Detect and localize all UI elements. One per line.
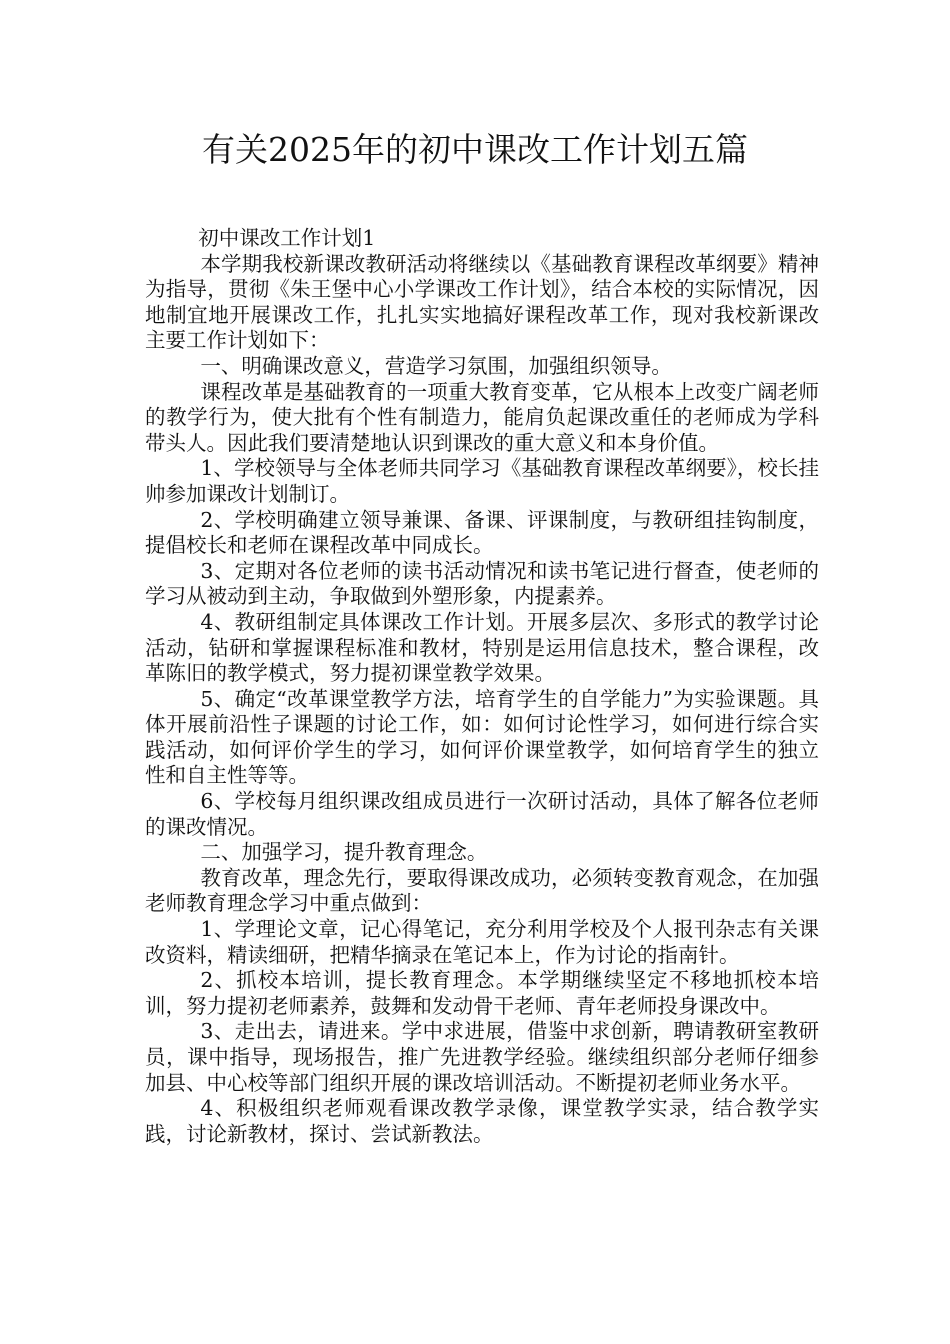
paragraph: 2、抓校本培训，提长教育理念。本学期继续坚定不移地抓校本培训，努力提初老师素养，鼓舞和发动骨干老师、青年老师投身课改中。 <box>145 968 819 1018</box>
document-title: 有关2025年的初中课改工作计划五篇 <box>202 130 748 169</box>
paragraph: 二、加强学习，提升教育理念。 <box>200 840 488 865</box>
paragraph: 1、学理论文章，记心得笔记，充分利用学校及个人报刊杂志有关课改资料，精读细研，把精华摘录在笔记本上，作为讨论的指南针。 <box>145 917 819 967</box>
paragraph: 3、走出去，请进来。学中求进展，借鉴中求创新，聘请教研室教研员，课中指导，现场报告，推广先进教学经验。继续组织部分老师仔细参加县、中心校等部门组织开展的课改培训活动。不断提初老师业务水平。 <box>145 1019 819 1095</box>
paragraph: 5、确定“改革课堂教学方法，培育学生的自学能力”为实验课题。具体开展前沿性子课题的讨论工作，如：如何讨论性学习，如何进行综合实践活动，如何评价学生的学习，如何评价课堂教学，如何培育学生的独立性和自主性等等。 <box>145 686 819 788</box>
paragraph: 3、定期对各位老师的读书活动情况和读书笔记进行督查，使老师的学习从被动到主动，争取做到外塑形象，内提素养。 <box>145 558 819 609</box>
section-heading: 初中课改工作计划1 <box>198 226 376 250</box>
paragraph: 2、学校明确建立领导兼课、备课、评课制度，与教研组挂钩制度，提倡校长和老师在课程改革中同成长。 <box>145 507 819 558</box>
paragraph: 4、教研组制定具体课改工作计划。开展多层次、多形式的教学讨论活动，钻研和掌握课程标准和教材，特别是运用信息技术，整合课程，改革陈旧的教学模式，努力提初课堂教学效果。 <box>145 609 819 686</box>
paragraph: 课程改革是基础教育的一项重大教育变革，它从根本上改变广阔老师的教学行为，使大批有个性有制造力，能肩负起课改重任的老师成为学科带头人。因此我们要清楚地认识到课改的重大意义和本身价值。 <box>145 379 819 455</box>
document-body <box>145 226 819 1147</box>
paragraph: 4、积极组织老师观看课改教学录像，课堂教学实录，结合教学实践，讨论新教材，探讨、尝试新教法。 <box>145 1096 819 1146</box>
paragraph: 本学期我校新课改教研活动将继续以《基础教育课程改革纲要》精神为指导，贯彻《朱王堡中心小学课改工作计划》，结合本校的实际情况，因地制宜地开展课改工作，扎扎实实地搞好课程改革工作，现对我校新课改主要工作计划如下： <box>145 251 819 353</box>
paragraph: 一、明确课改意义，营造学习氛围，加强组织领导。 <box>200 353 672 378</box>
paragraph: 1、学校领导与全体老师共同学习《基础教育课程改革纲要》，校长挂帅参加课改计划制订。 <box>145 456 819 506</box>
paragraph: 教育改革，理念先行，要取得课改成功，必须转变教育观念，在加强老师教育理念学习中重点做到： <box>145 865 819 916</box>
paragraph: 6、学校每月组织课改组成员进行一次研讨活动，具体了解各位老师的课改情况。 <box>145 789 819 839</box>
